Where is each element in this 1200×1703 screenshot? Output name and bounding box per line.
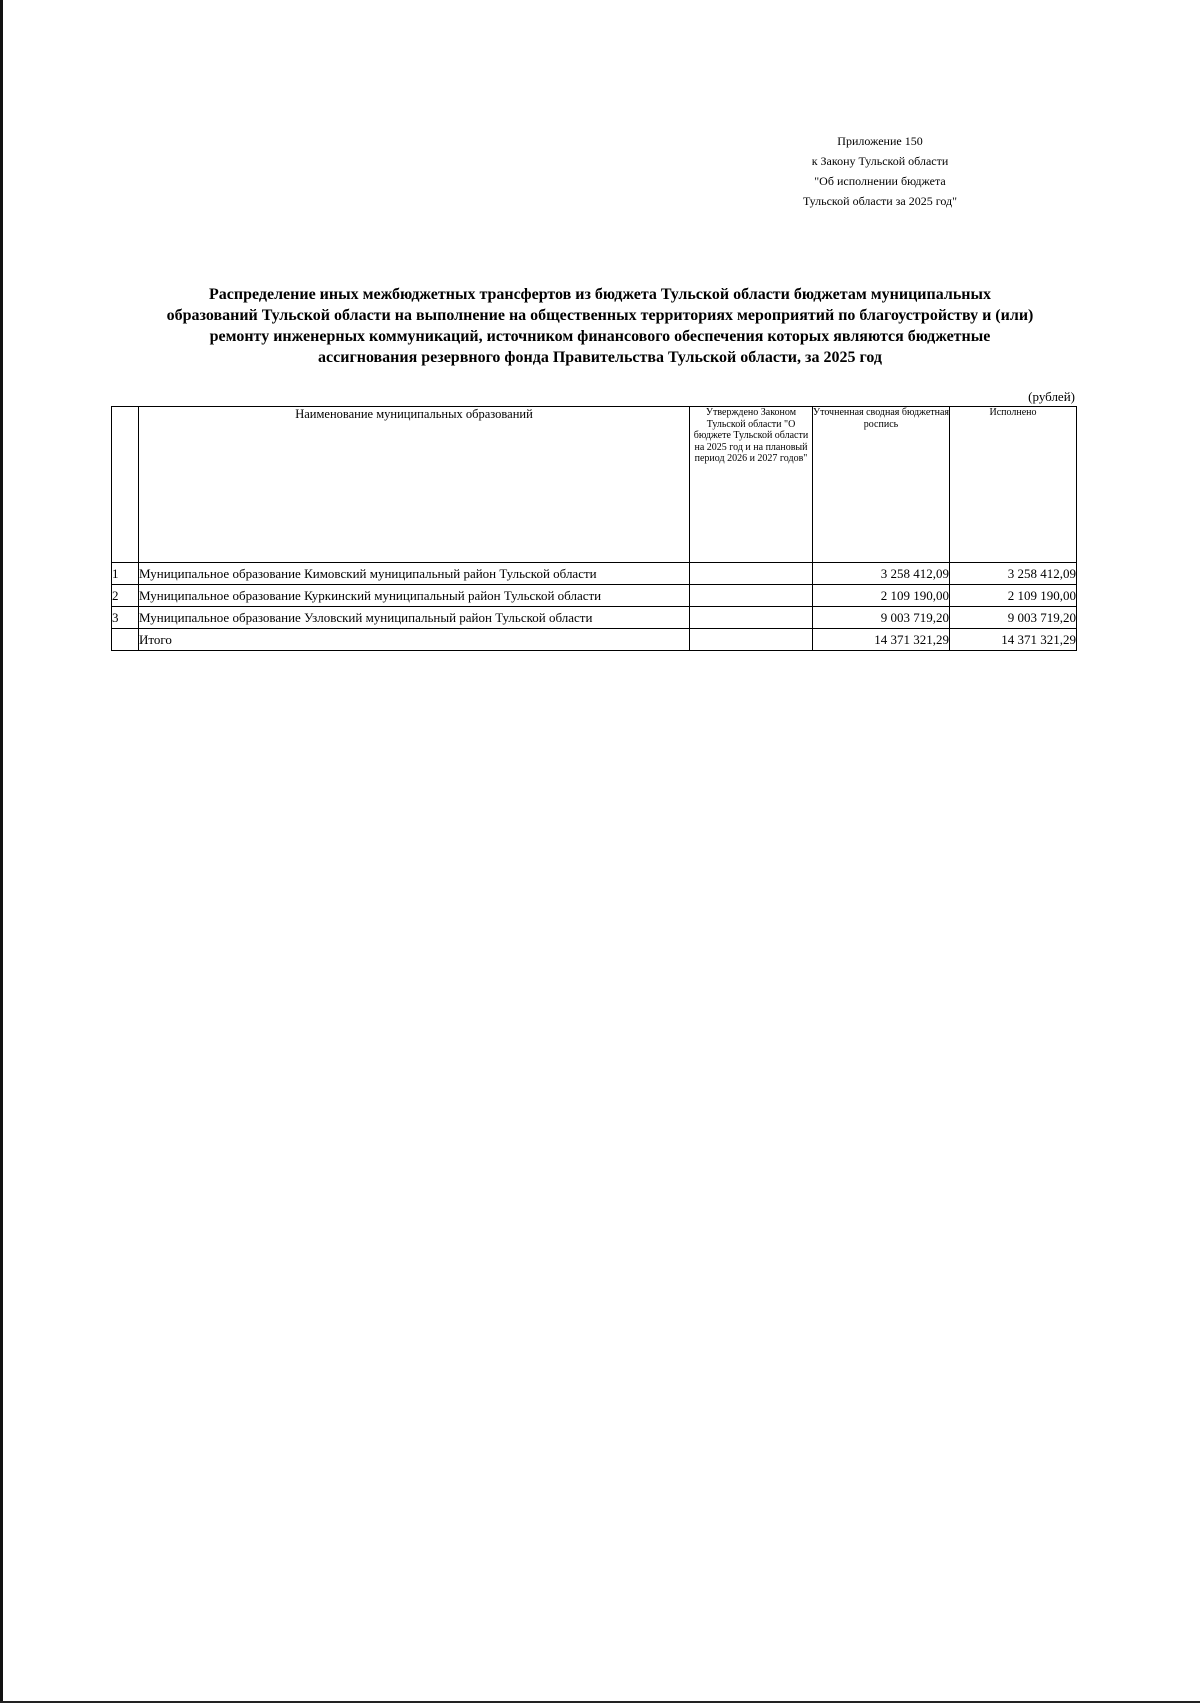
transfers-table <box>111 406 1077 651</box>
row-refined: 3 258 412,09 <box>813 563 950 585</box>
appendix-header <box>770 131 990 211</box>
row-name: Муниципальное образование Кимовский муниципальный район Тульской области <box>139 563 690 585</box>
row-name: Муниципальное образование Узловский муниципальный район Тульской области <box>139 607 690 629</box>
total-label: Итого <box>139 629 690 651</box>
table-header-row <box>112 407 1077 563</box>
appendix-law-title-2: Тульской области за 2025 год" <box>802 194 958 208</box>
header-refined: Уточненная сводная бюджетная роспись <box>813 407 950 563</box>
scan-left-edge <box>0 0 3 1703</box>
table-row <box>112 585 1077 607</box>
total-done: 14 371 321,29 <box>950 629 1077 651</box>
title-line-4: ассигнования резервного фонда Правительства Тульской области, за 2025 год <box>318 349 882 366</box>
title-line-1: Распределение иных межбюджетных трансфертов из бюджета Тульской области бюджетам муниципальных <box>208 286 992 303</box>
header-num <box>112 407 139 563</box>
header-approved: Утверждено Законом Тульской области "О бюджете Тульской области на 2025 год и на плановый период 2026 и 2027 годов" <box>690 407 813 563</box>
row-done: 3 258 412,09 <box>950 563 1077 585</box>
row-name: Муниципальное образование Куркинский муниципальный район Тульской области <box>139 585 690 607</box>
table-row <box>112 563 1077 585</box>
title-line-3: ремонту инженерных коммуникаций, источником финансового обеспечения которых являются бюджетные <box>209 328 991 345</box>
total-approved <box>690 629 813 651</box>
title-line-2: образований Тульской области на выполнение на общественных территориях мероприятий по благоустройству и (или) <box>166 307 1034 324</box>
total-num <box>112 629 139 651</box>
row-num: 3 <box>112 607 139 629</box>
appendix-law-ref: к Закону Тульской области <box>811 154 949 168</box>
header-done: Исполнено <box>950 407 1077 563</box>
table-total-row <box>112 629 1077 651</box>
document-title <box>110 284 1090 368</box>
header-name: Наименование муниципальных образований <box>139 407 690 563</box>
row-num: 2 <box>112 585 139 607</box>
table-row <box>112 607 1077 629</box>
total-refined: 14 371 321,29 <box>813 629 950 651</box>
units-label: (рублей) <box>1028 389 1075 404</box>
row-done: 9 003 719,20 <box>950 607 1077 629</box>
row-approved <box>690 607 813 629</box>
row-num: 1 <box>112 563 139 585</box>
appendix-number: Приложение 150 <box>837 134 923 148</box>
row-approved <box>690 585 813 607</box>
row-done: 2 109 190,00 <box>950 585 1077 607</box>
row-refined: 2 109 190,00 <box>813 585 950 607</box>
row-approved <box>690 563 813 585</box>
appendix-law-title-1: "Об исполнении бюджета <box>814 174 946 188</box>
row-refined: 9 003 719,20 <box>813 607 950 629</box>
